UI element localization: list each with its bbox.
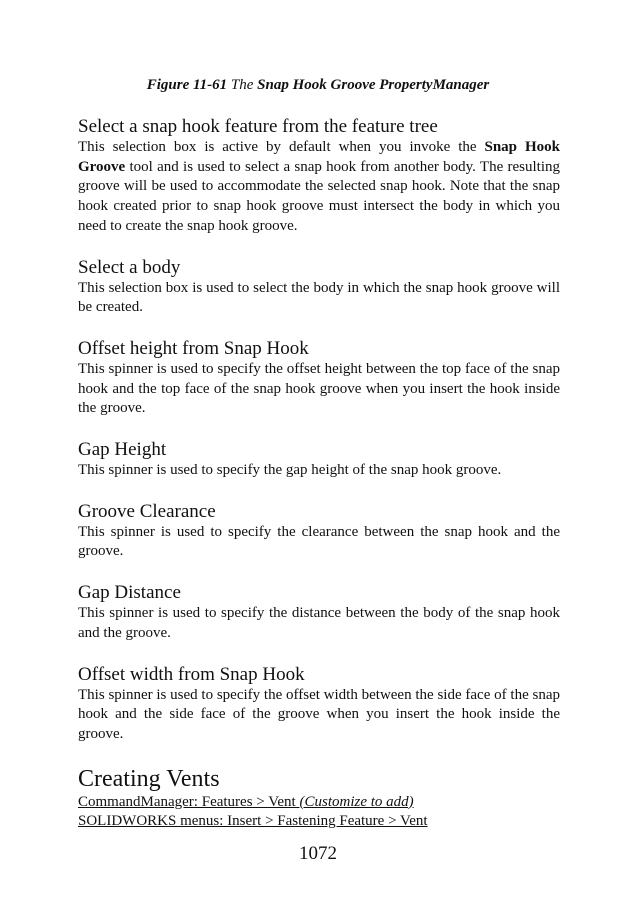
section-gap-distance [78, 582, 560, 643]
section-body: This selection box is used to select the body in which the snap hook groove will be created. [78, 279, 560, 316]
customize-note: (Customize to add) [299, 793, 414, 810]
section-creating-vents [78, 765, 560, 832]
body-text: This selection box is active by default when you invoke the [78, 139, 485, 155]
section-select-snap-hook [78, 116, 560, 237]
section-heading: Gap Distance [78, 582, 181, 604]
page-number: 1072 [299, 843, 337, 864]
section-gap-height [78, 439, 560, 481]
section-offset-height [78, 338, 560, 419]
section-body: This spinner is used to specify the gap height of the snap hook groove. [78, 462, 502, 479]
command-manager-text: CommandManager: Features > Vent [78, 793, 300, 810]
snap-hook-groove-term: Snap Hook Groove [78, 139, 560, 175]
section-body: This spinner is used to specify the offset width between the side face of the snap hook and the side face of the groove when you insert the hook inside the groove. [78, 686, 560, 742]
figure-caption-the: The [230, 77, 254, 93]
body-text: tool and is used to select a snap hook from another body. The resulting groove will be used to accommodate the selected snap hook. Note that the snap hook created prior to snap hook groove must intersect the body in which you need to create the snap hook groove. [78, 158, 560, 234]
section-body: This spinner is used to specify the offset height between the top face of the snap hook and the top face of the snap hook groove when you insert the hook inside the groove. [78, 360, 560, 417]
section-select-body [78, 257, 560, 318]
solidworks-menus-path: SOLIDWORKS menus: Insert > Fastening Feature > Vent [78, 813, 428, 830]
figure-title: Snap Hook Groove PropertyManager [257, 77, 490, 93]
section-groove-clearance [78, 501, 560, 562]
section-heading: Offset height from Snap Hook [78, 337, 309, 359]
main-content [78, 116, 560, 832]
command-manager-path [78, 793, 560, 813]
figure-caption [0, 77, 636, 94]
figure-label: Figure 11-61 [146, 77, 228, 93]
section-body: This spinner is used to specify the distance between the body of the snap hook and the groove. [78, 605, 560, 641]
section-heading: Select a snap hook feature from the feature tree [78, 116, 438, 137]
vents-heading: Creating Vents [78, 765, 220, 792]
section-offset-width [78, 664, 560, 745]
section-heading: Offset width from Snap Hook [78, 663, 305, 685]
section-body: This spinner is used to specify the clearance between the snap hook and the groove. [78, 523, 560, 560]
section-heading: Groove Clearance [78, 500, 216, 522]
section-heading: Select a body [78, 256, 181, 278]
section-body [78, 138, 560, 237]
section-heading: Gap Height [78, 439, 167, 461]
